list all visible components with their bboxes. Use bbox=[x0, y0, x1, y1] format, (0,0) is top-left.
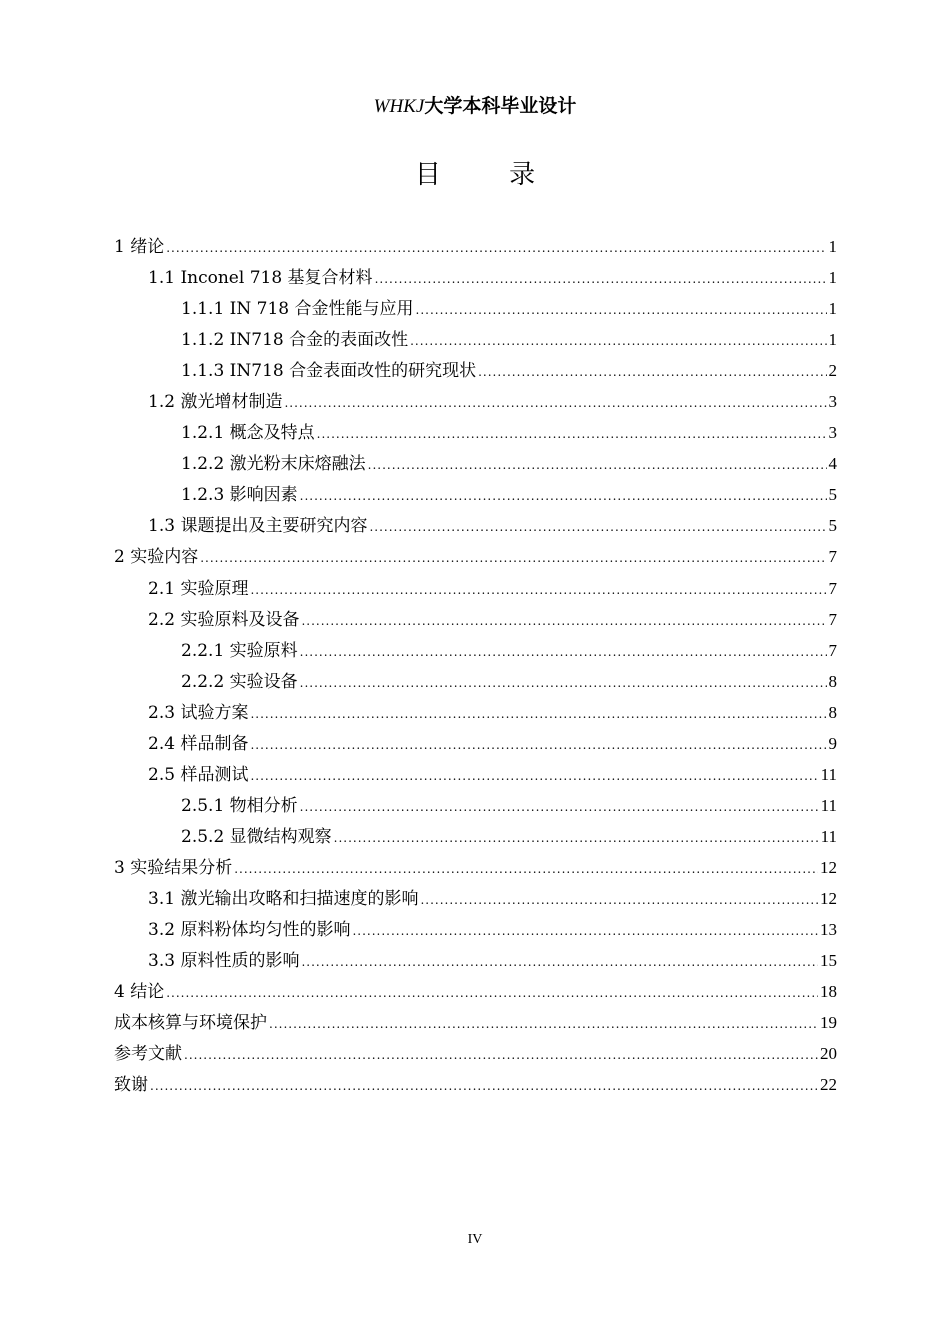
toc-entry-label: 2.3 试验方案 bbox=[148, 702, 249, 723]
dot-leader bbox=[250, 700, 826, 728]
toc-entry-page: 15 bbox=[820, 951, 837, 971]
dot-leader bbox=[478, 358, 826, 386]
dot-leader bbox=[410, 327, 826, 355]
toc-entry[interactable] bbox=[114, 730, 837, 761]
toc-entry-label: 3.1 激光输出攻略和扫描速度的影响 bbox=[148, 888, 419, 909]
toc-entry-page: 5 bbox=[828, 485, 837, 505]
dot-leader bbox=[369, 513, 826, 541]
toc-entry-page: 5 bbox=[828, 516, 837, 536]
dot-leader bbox=[368, 451, 827, 479]
toc-entry-label: 2.5.1 物相分析 bbox=[181, 795, 298, 816]
toc-entry-page: 11 bbox=[820, 826, 837, 846]
toc-entry-page: 22 bbox=[820, 1075, 837, 1095]
toc-entry-label: 3.2 原料粉体均匀性的影响 bbox=[148, 920, 351, 941]
dot-leader bbox=[375, 265, 827, 293]
dot-leader bbox=[300, 482, 827, 510]
toc-entry[interactable] bbox=[114, 854, 837, 885]
header-latin: WHKJ bbox=[373, 96, 425, 117]
toc-entry-label: 1.1 Inconel 718 基复合材料 bbox=[148, 268, 373, 289]
toc-entry[interactable] bbox=[114, 512, 837, 543]
toc-entry-label: 4 结论 bbox=[114, 982, 165, 1003]
toc-entry[interactable] bbox=[114, 761, 837, 792]
toc-entry-page: 20 bbox=[820, 1044, 837, 1064]
dot-leader bbox=[317, 420, 827, 448]
toc-heading: 目 录 bbox=[414, 160, 566, 190]
toc-entry-label: 1 绪论 bbox=[114, 237, 165, 257]
toc-entry-label: 1.1.1 IN 718 合金性能与应用 bbox=[181, 299, 414, 320]
toc-entry[interactable] bbox=[114, 699, 837, 730]
toc-entry[interactable] bbox=[114, 885, 837, 916]
toc-entry-page: 1 bbox=[828, 299, 837, 319]
toc-entry[interactable] bbox=[114, 450, 837, 481]
toc-entry-page: 1 bbox=[828, 268, 837, 288]
toc-entry-page: 8 bbox=[828, 671, 837, 691]
toc-entry[interactable] bbox=[114, 357, 837, 388]
toc-entry-label: 2.1 实验原理 bbox=[148, 578, 249, 599]
toc-entry[interactable] bbox=[114, 668, 837, 699]
toc-entry-page: 11 bbox=[820, 764, 837, 784]
toc-entry[interactable] bbox=[114, 916, 837, 947]
toc-entry-label: 3.3 原料性质的影响 bbox=[148, 951, 300, 972]
toc-entry[interactable] bbox=[114, 978, 837, 1009]
toc-entry-page: 18 bbox=[820, 982, 837, 1002]
toc-entry-page: 7 bbox=[828, 547, 837, 567]
dot-leader bbox=[269, 1010, 818, 1038]
toc-entry-page: 8 bbox=[828, 702, 837, 722]
toc-entry-page: 1 bbox=[828, 237, 837, 256]
dot-leader bbox=[250, 576, 826, 604]
toc-entry-page: 7 bbox=[828, 609, 837, 629]
header-title: 大学本科毕业设计 bbox=[424, 95, 577, 117]
toc-entry[interactable] bbox=[114, 419, 837, 450]
dot-leader bbox=[301, 948, 818, 976]
dot-leader bbox=[420, 886, 818, 914]
toc-entry-page: 9 bbox=[828, 733, 837, 753]
toc-entry-page: 7 bbox=[828, 578, 837, 598]
toc-entry[interactable] bbox=[114, 606, 837, 637]
dot-leader bbox=[300, 669, 827, 697]
toc-entry[interactable] bbox=[114, 233, 837, 264]
dot-leader bbox=[284, 389, 826, 417]
toc-entry-label: 1.3 课题提出及主要研究内容 bbox=[148, 516, 368, 537]
toc-entry[interactable] bbox=[114, 1009, 837, 1040]
dot-leader bbox=[416, 296, 827, 324]
toc-entry[interactable] bbox=[114, 823, 837, 854]
toc-entry[interactable] bbox=[114, 1040, 837, 1071]
toc-entry-label: 2.2.2 实验设备 bbox=[181, 671, 298, 692]
toc-entry-label: 致谢 bbox=[114, 1075, 148, 1096]
toc-entry-label: 2.5.2 显微结构观察 bbox=[181, 826, 332, 847]
dot-leader bbox=[352, 917, 818, 945]
toc-entry[interactable] bbox=[114, 947, 837, 978]
toc-entry-label: 1.1.3 IN718 合金表面改性的研究现状 bbox=[181, 361, 477, 382]
toc-entry-label: 1.2.1 概念及特点 bbox=[181, 423, 315, 444]
toc-entry-label: 参考文献 bbox=[114, 1044, 182, 1065]
dot-leader bbox=[166, 234, 826, 262]
toc-entry-label: 3 实验结果分析 bbox=[114, 857, 233, 878]
toc-entry-label: 2.4 样品制备 bbox=[148, 733, 249, 754]
toc-entry-page: 12 bbox=[820, 888, 837, 908]
toc-entry-page: 4 bbox=[828, 454, 837, 474]
toc-entry-page: 2 bbox=[828, 361, 837, 381]
toc-entry-label: 1.2 激光增材制造 bbox=[148, 392, 283, 413]
dot-leader bbox=[150, 1072, 818, 1100]
table-of-contents bbox=[114, 233, 837, 1102]
toc-entry-page: 13 bbox=[820, 920, 837, 940]
toc-entry-label: 2.2 实验原料及设备 bbox=[148, 609, 300, 630]
dot-leader bbox=[250, 762, 818, 790]
toc-entry[interactable] bbox=[114, 326, 837, 357]
toc-entry[interactable] bbox=[114, 543, 837, 574]
dot-leader bbox=[166, 979, 818, 1007]
toc-entry-label: 1.2.2 激光粉末床熔融法 bbox=[181, 454, 366, 475]
page-header bbox=[0, 92, 950, 121]
toc-entry-page: 7 bbox=[828, 640, 837, 660]
toc-entry-page: 12 bbox=[820, 857, 837, 877]
page-number: IV bbox=[467, 1232, 483, 1247]
toc-entry-page: 11 bbox=[820, 795, 837, 815]
toc-entry-label: 1.1.2 IN718 合金的表面改性 bbox=[181, 330, 409, 351]
toc-entry[interactable] bbox=[114, 295, 837, 326]
toc-entry-page: 3 bbox=[828, 392, 837, 412]
toc-entry-page: 3 bbox=[828, 423, 837, 443]
toc-entry-label: 2.2.1 实验原料 bbox=[181, 640, 298, 661]
toc-entry-label: 2 实验内容 bbox=[114, 547, 199, 568]
dot-leader bbox=[300, 793, 819, 821]
toc-entry[interactable] bbox=[114, 481, 837, 512]
toc-entry[interactable] bbox=[114, 388, 837, 419]
toc-entry[interactable] bbox=[114, 637, 837, 668]
toc-entry[interactable] bbox=[114, 1071, 837, 1102]
dot-leader bbox=[300, 638, 827, 666]
dot-leader bbox=[200, 544, 826, 572]
toc-entry-label: 2.5 样品测试 bbox=[148, 764, 249, 785]
dot-leader bbox=[234, 855, 818, 883]
toc-entry[interactable] bbox=[114, 575, 837, 606]
dot-leader bbox=[250, 731, 826, 759]
dot-leader bbox=[184, 1041, 818, 1069]
dot-leader bbox=[334, 824, 819, 852]
toc-entry[interactable] bbox=[114, 264, 837, 295]
toc-entry-page: 19 bbox=[820, 1013, 837, 1033]
toc-entry-label: 1.2.3 影响因素 bbox=[181, 485, 298, 506]
toc-entry[interactable] bbox=[114, 792, 837, 823]
toc-entry-label: 成本核算与环境保护 bbox=[114, 1013, 267, 1034]
dot-leader bbox=[301, 607, 826, 635]
toc-entry-page: 1 bbox=[828, 330, 837, 350]
